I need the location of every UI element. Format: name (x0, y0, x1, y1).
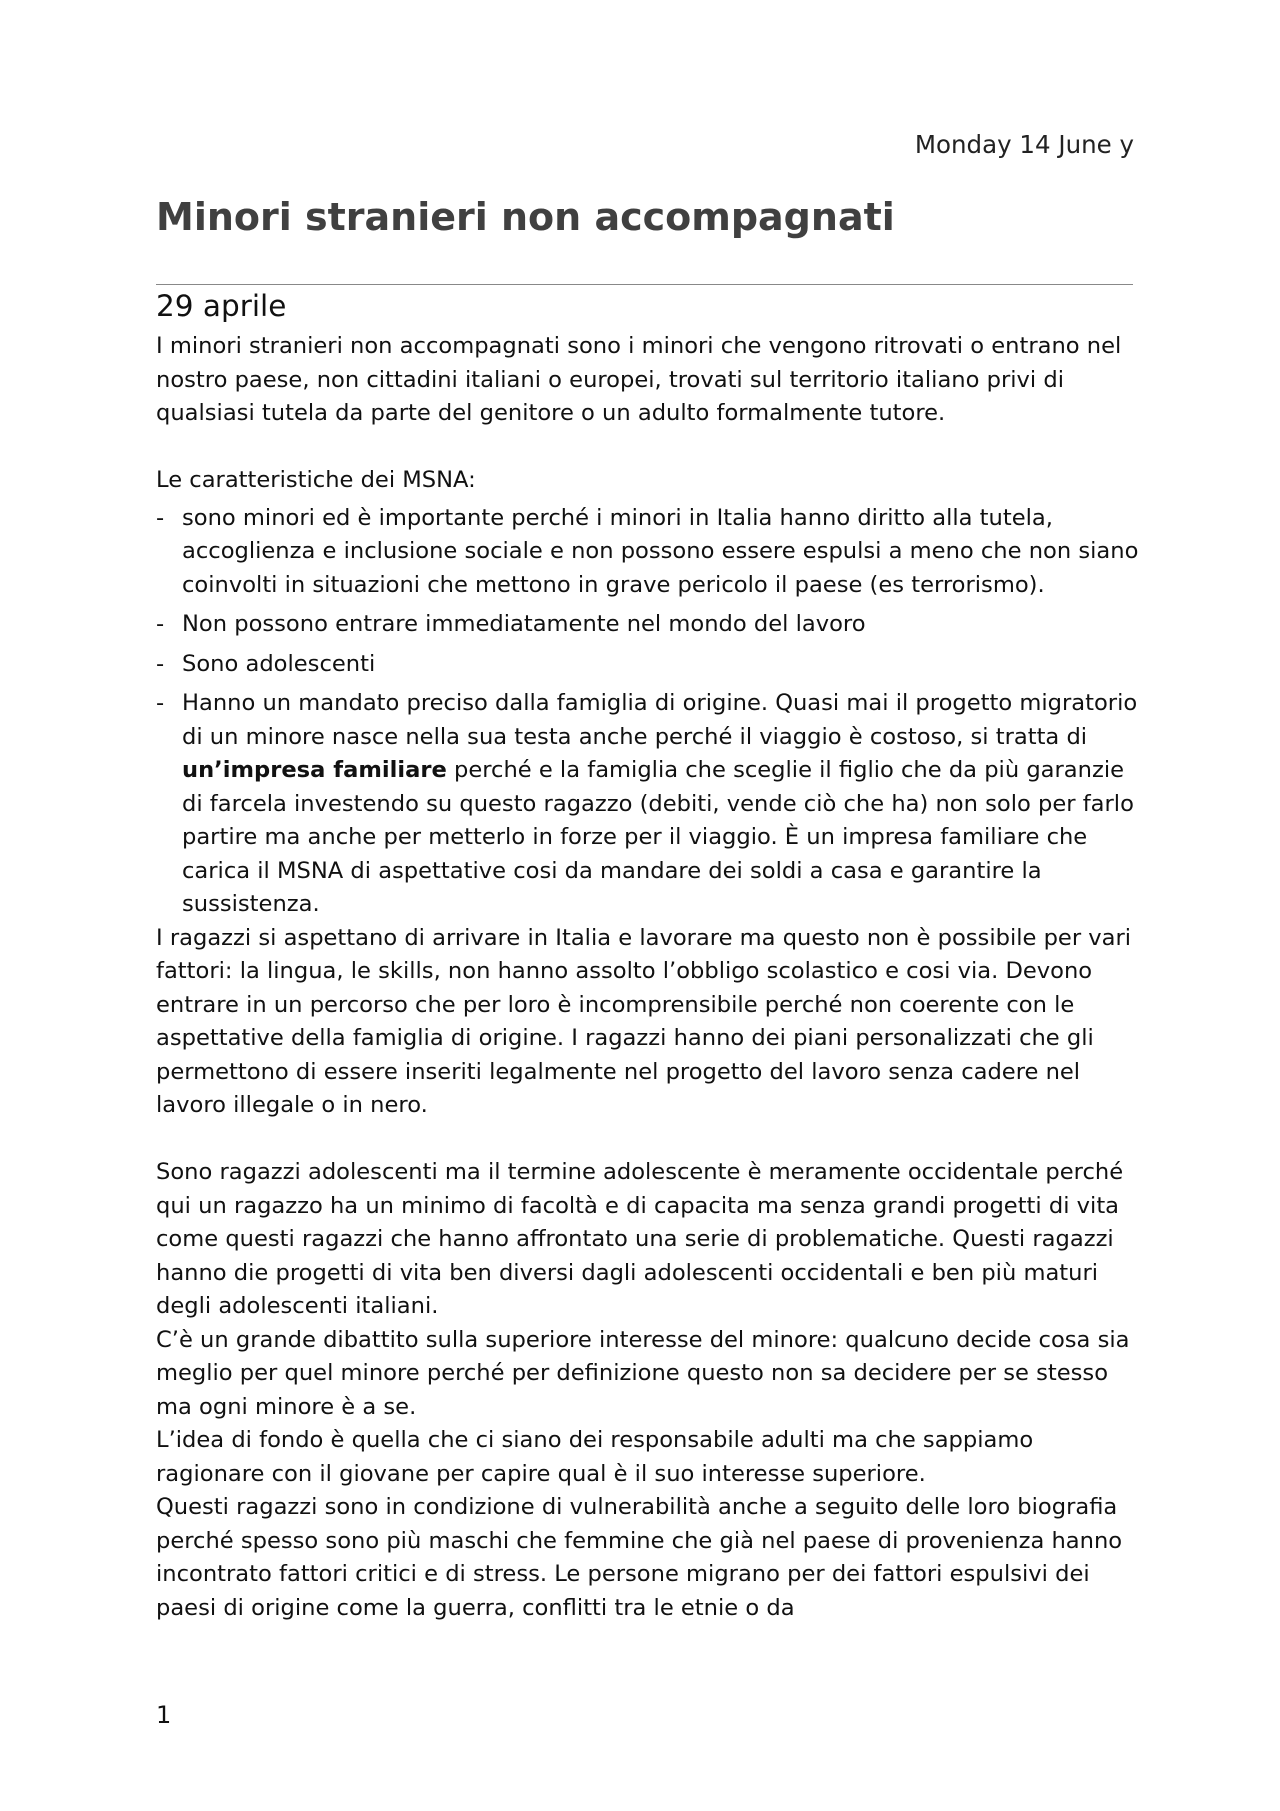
list-item-text-part: Hanno un mandato preciso dalla famiglia di origine. Quasi mai il progetto migratorio di un minore nasce nella sua testa anche perché il viaggio è costoso, si tratta di (182, 690, 1138, 750)
paragraph-spacer (156, 1123, 1146, 1157)
list-item-text (182, 690, 1137, 917)
header-date: Monday 14 June y (914, 130, 1134, 159)
list-item-text-part: perché e la famiglia che sceglie il figlio che da più garanzie di farcela investendo su questo ragazzo (debiti, vende ciò che ha) non solo per farlo partire ma anche per metterlo in forze per il viaggio. È un impresa familiare che carica il MSNA di aspettative cosi da mandare dei soldi a casa e garantire la sussistenza. (182, 757, 1134, 917)
bullet-dash: - (156, 690, 165, 716)
paragraph-intro: I minori stranieri non accompagnati sono i minori che vengono ritrovati o entrano nel nostro paese, non cittadini italiani o europei, trovati sul territorio italiano privi di qualsiasi tutela da parte del genitore o un adulto formalmente tutore. (156, 333, 1122, 426)
list-item-text: Non possono entrare immediatamente nel mondo del lavoro (182, 611, 866, 637)
list-intro: Le caratteristiche dei MSNA: (156, 467, 476, 493)
paragraph-spacer (156, 431, 1146, 465)
emphasized-text: un’impresa familiare (182, 757, 447, 783)
characteristics-list (156, 502, 1146, 922)
list-item (156, 687, 1146, 922)
paragraph-expectations: I ragazzi si aspettano di arrivare in Italia e lavorare ma questo non è possibile per vari fattori: la lingua, le skills, non hanno assolto l’obbligo scolastico e cosi via. Devono entrare in un percorso che per loro è incomprensibile perché non coerente con le aspettative della famiglia di origine. I ragazzi hanno dei piani personalizzati che gli permettono di essere inseriti legalmente nel progetto del lavoro senza cadere nel lavoro illegale o in nero. (156, 924, 1132, 1118)
section-divider (156, 284, 1133, 285)
page-number: 1 (156, 1701, 172, 1729)
list-item-text: Sono adolescenti (182, 650, 376, 677)
list-item-text: sono minori ed è importante perché i minori in Italia hanno diritto alla tutela, accoglienza e inclusione sociale e non possono essere espulsi a meno che non siano coinvolti in situazioni che mettono in grave pericolo il paese (es terrorismo). (182, 504, 1139, 598)
bullet-dash: - (156, 611, 165, 637)
bullet-dash: - (156, 504, 165, 531)
section-title: 29 aprile (156, 289, 287, 323)
paragraph-vulnerability: Questi ragazzi sono in condizione di vulnerabilità anche a seguito delle loro biografia perché spesso sono più maschi che femmine che già nel paese di provenienza hanno incontrato fattori critici e di stress. Le persone migrano per dei fattori espulsivi dei paesi di origine come la guerra, conflitti tra le etnie o da (156, 1494, 1123, 1621)
paragraph-idea: L’idea di fondo è quella che ci siano dei responsabile adulti ma che sappiamo ragionare con il giovane per capire qual è il suo interesse superiore. (156, 1427, 1034, 1487)
paragraph-adolescence: Sono ragazzi adolescenti ma il termine adolescente è meramente occidentale perché qui un ragazzo ha un minimo di facoltà e di capacita ma senza grandi progetti di vita come questi ragazzi che hanno affrontato una serie di problematiche. Questi ragazzi hanno die progetti di vita ben diversi dagli adolescenti occidentali e ben più maturi degli adolescenti italiani. (156, 1159, 1124, 1319)
paragraph-debate: C’è un grande dibattito sulla superiore interesse del minore: qualcuno decide cosa sia meglio per quel minore perché per definizione questo non sa decidere per se stesso ma ogni minore è a se. (156, 1326, 1130, 1420)
document-body (156, 330, 1146, 1625)
document-title: Minori stranieri non accompagnati (156, 195, 895, 239)
bullet-dash: - (156, 650, 165, 677)
list-item (156, 608, 1146, 642)
list-item (156, 502, 1146, 603)
list-item (156, 648, 1146, 682)
